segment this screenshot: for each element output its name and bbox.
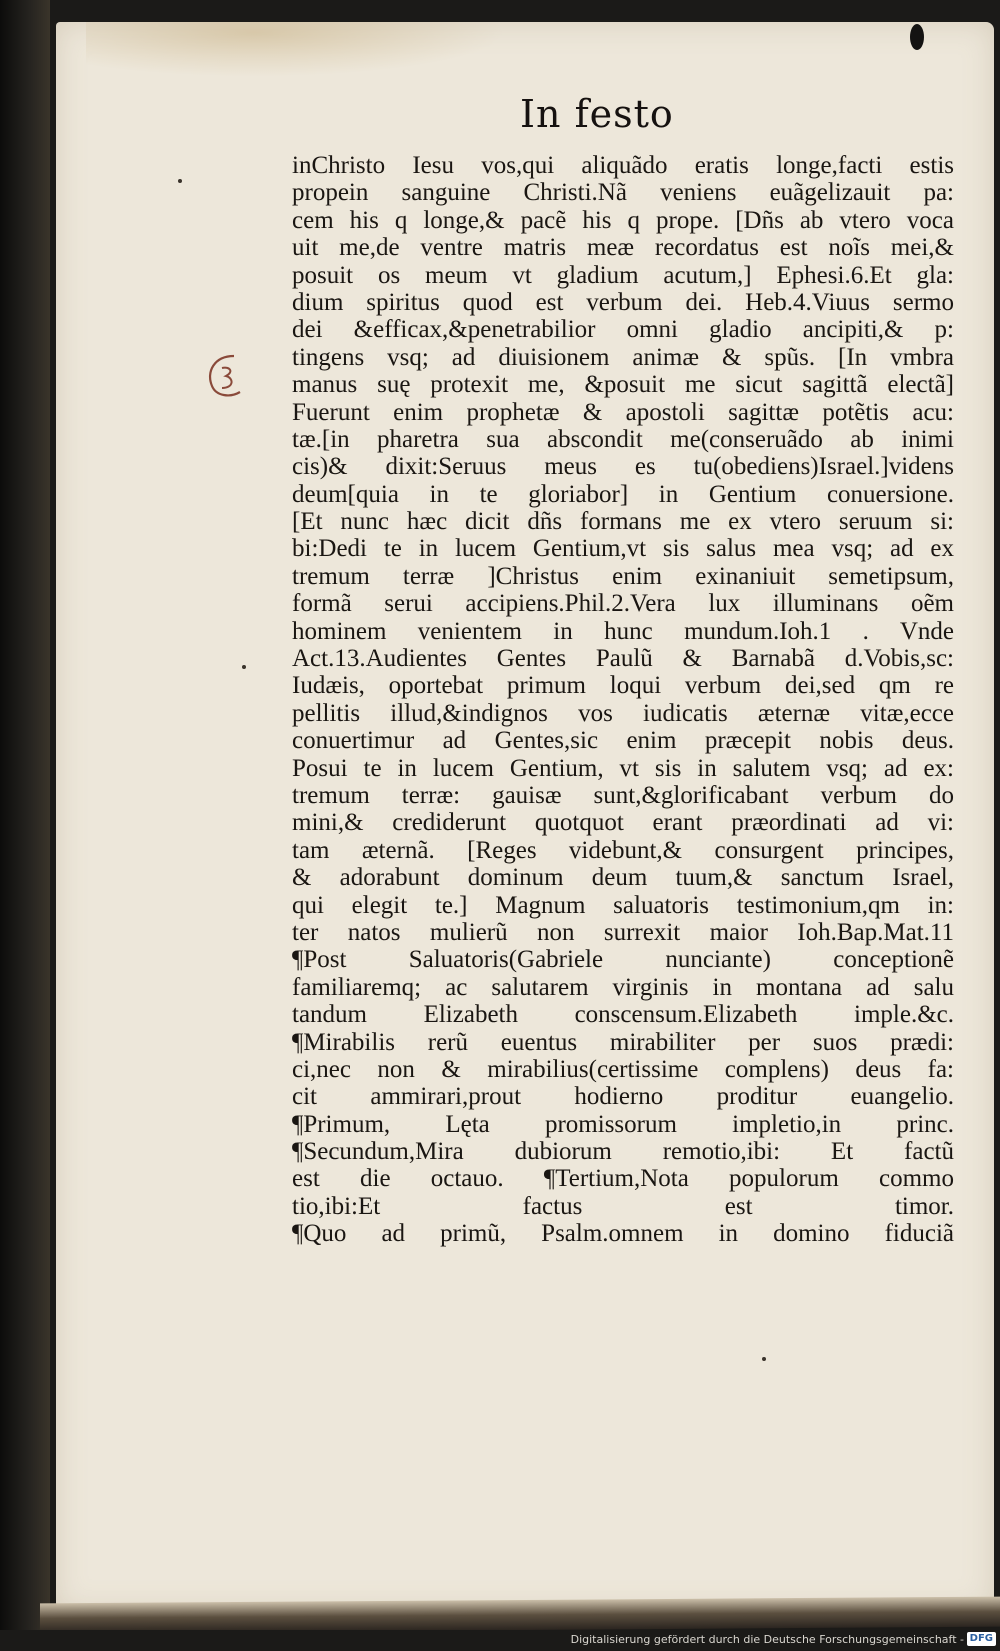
- text-line: cis)& dixit:Seruus meus es tu(obediens)Israel.]videns: [292, 453, 954, 481]
- text-line: dei &efficax,&penetrabilior omni gladio ancipiti,& p:: [292, 316, 954, 344]
- text-line: Iudæis, oportebat primum loqui verbum dei,sed qm re: [292, 672, 954, 700]
- text-line: uit me,de ventre matris meæ recordatus est noĩs mei,&: [292, 234, 954, 262]
- ink-dot: [178, 179, 182, 183]
- text-line: tam æternã. [Reges videbunt,& consurgent principes,: [292, 836, 954, 864]
- text-line: dium spiritus quod est verbum dei. Heb.4.Viuus sermo: [292, 288, 954, 316]
- text-line: manus suę protexit me, &posuit me sicut sagittã electã]: [292, 371, 954, 399]
- text-line: & adorabunt dominum deum tuum,& sanctum Israel,: [292, 864, 954, 892]
- text-line: mini,& crediderunt quotquot erant præordinati ad vi:: [292, 809, 954, 837]
- text-line: tingens vsq; ad diuisionem animæ & spũs. [In vmbra: [292, 343, 954, 371]
- text-line: tæ.[in pharetra sua abscondit me(conseruãdo ab inimi: [292, 425, 954, 453]
- text-line: [Et nunc hæc dicit dñs formans me ex vtero seruum si:: [292, 508, 954, 536]
- text-line: pellitis illud,&indignos vos iudicatis æternæ vitæ,ecce: [292, 699, 954, 727]
- text-line: est die octauo. ¶Tertium,Nota populorum commo: [292, 1165, 954, 1193]
- page-stain: [86, 22, 506, 77]
- text-line: formã serui accipiens.Phil.2.Vera lux illuminans oẽm: [292, 590, 954, 618]
- text-line: cem his q longe,& pacẽ his q prope. [Dñs ab vtero voca: [292, 206, 954, 234]
- ink-dot: [242, 665, 246, 669]
- text-line: Posui te in lucem Gentium, vt sis in salutem vsq; ad ex:: [292, 754, 954, 782]
- dfg-logo: DFG: [967, 1632, 996, 1646]
- text-line: qui elegit te.] Magnum saluatoris testimonium,qm in:: [292, 891, 954, 919]
- text-line: cit ammirari,prout hodierno proditur euangelio.: [292, 1083, 954, 1111]
- text-line: tandum Elizabeth conscensum.Elizabeth imple.&c.: [292, 1001, 954, 1029]
- text-line: inChristo Iesu vos,qui aliquãdo eratis longe,facti estis: [292, 152, 954, 179]
- book-spine-edge: [0, 0, 50, 1651]
- text-line: tio,ibi:Et factus est timor.: [292, 1192, 954, 1220]
- main-text: [292, 152, 954, 1248]
- text-line: familiaremq; ac salutarem virginis in montana ad salu: [292, 973, 954, 1001]
- footer-credit: Digitalisierung gefördert durch die Deutsche Forschungsgemeinschaft -: [570, 1633, 964, 1646]
- text-line: hominem venientem in hunc mundum.Ioh.1 . Vnde: [292, 617, 954, 645]
- text-line: Act.13.Audientes Gentes Paulũ & Barnabã d.Vobis,sc:: [292, 645, 954, 673]
- text-line: propein sanguine Christi.Nã veniens euãgelizauit pa:: [292, 179, 954, 207]
- page-heading: In festo: [520, 92, 674, 136]
- text-line: conuertimur ad Gentes,sic enim præcepit nobis deus.: [292, 727, 954, 755]
- page-bottom-edge: [40, 1597, 1000, 1634]
- text-line: ter natos mulierũ non surrexit maior Ioh.Bap.Mat.11: [292, 918, 954, 946]
- text-line: ¶Post Saluatoris(Gabriele nunciante) conceptionẽ: [292, 946, 954, 974]
- text-line: tremum terræ: gauisæ sunt,&glorificabant verbum do: [292, 781, 954, 809]
- text-line: tremum terræ ]Christus enim exinaniuit semetipsum,: [292, 562, 954, 590]
- text-line: deum[quia in te gloriabor] in Gentium conuersione.: [292, 480, 954, 508]
- ink-dot: [762, 1357, 766, 1361]
- page-hole: [910, 24, 924, 50]
- text-line: Fuerunt enim prophetæ & apostoli sagittæ potẽtis acu:: [292, 398, 954, 426]
- text-line: ci,nec non & mirabilius(certissime complens) deus fa:: [292, 1055, 954, 1083]
- text-line: posuit os meum vt gladium acutum,] Ephesi.6.Et gla:: [292, 261, 954, 289]
- margin-annotation-icon: [200, 350, 250, 402]
- text-line: bi:Dedi te in lucem Gentium,vt sis salus mea vsq; ad ex: [292, 535, 954, 563]
- text-line: ¶Quo ad primũ, Psalm.omnem in domino fiduciã: [292, 1220, 954, 1248]
- text-line: ¶Mirabilis rerũ euentus mirabiliter per suos prædi:: [292, 1028, 954, 1056]
- text-line: ¶Primum, Lęta promissorum impletio,in princ.: [292, 1110, 954, 1138]
- text-line: ¶Secundum,Mira dubiorum remotio,ibi: Et factũ: [292, 1138, 954, 1166]
